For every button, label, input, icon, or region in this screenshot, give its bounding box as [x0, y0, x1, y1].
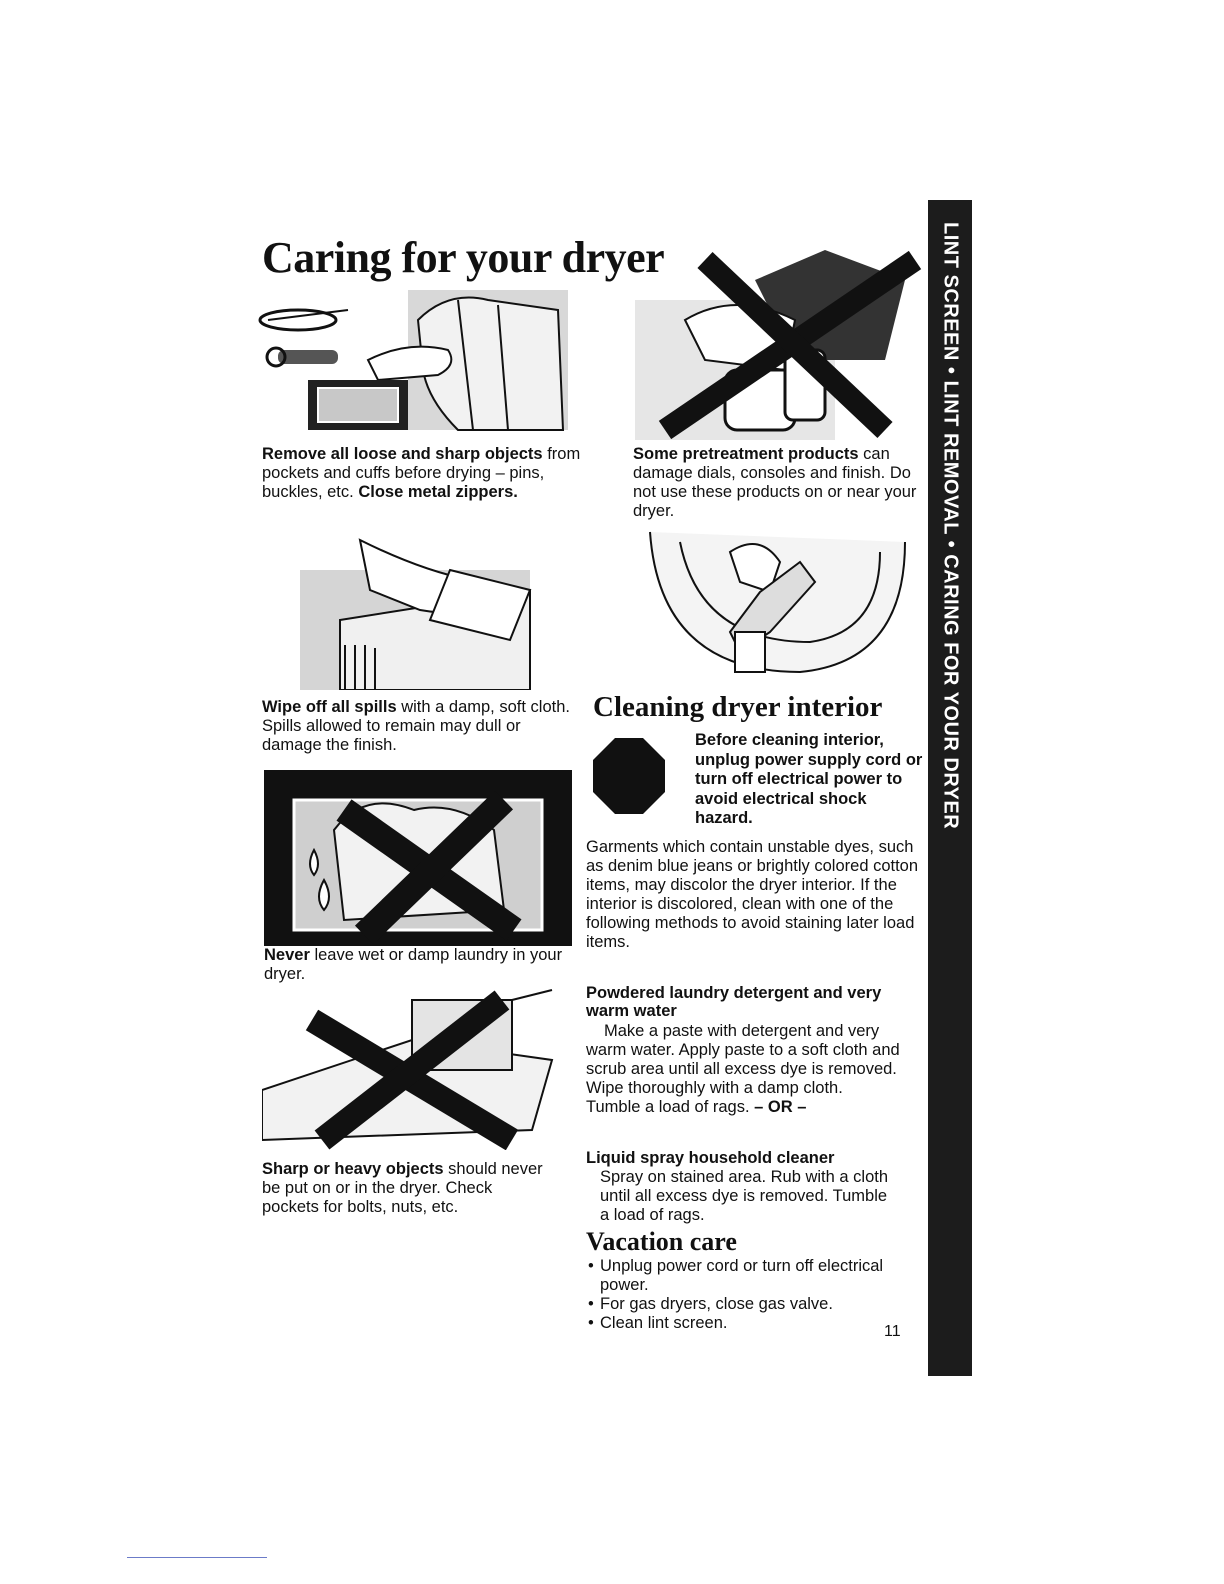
vacation-care-heading: Vacation care	[586, 1227, 737, 1256]
vacation-care-list	[588, 1257, 908, 1333]
loose-objects-body: from pockets and cuffs before drying – pins, buckles, etc.	[262, 445, 581, 501]
heavy-objects-text	[262, 1160, 552, 1217]
dryer-interior-illustration	[640, 522, 910, 692]
loose-objects-illustration	[258, 280, 588, 440]
vacation-item: • Unplug power cord or turn off electrical power.	[588, 1257, 908, 1295]
electrical-warning-text: Before cleaning interior, unplug power supply cord or turn off electrical power to avoid electrical shock hazard.	[695, 731, 923, 827]
section-sidebar-tab	[928, 200, 972, 1376]
wipe-spills-illustration	[300, 530, 550, 690]
loose-objects-text	[262, 445, 592, 502]
garments-text: Garments which contain unstable dyes, such as denim blue jeans or brightly colored cotton items, may discolor the dryer interior. If the interior is discolored, clean with one of the following methods to avoid staining later load items.	[586, 838, 919, 951]
wet-laundry-illustration	[264, 770, 572, 946]
wipe-spills-text	[262, 698, 572, 755]
wipe-spills-body: with a damp, soft cloth. Spills allowed to remain may dull or damage the finish.	[262, 698, 570, 754]
heavy-objects-bold: Sharp or heavy objects	[262, 1160, 444, 1178]
vacation-item: • Clean lint screen.	[588, 1314, 908, 1333]
wipe-spills-bold: Wipe off all spills	[262, 698, 397, 716]
method1-body: Make a paste with detergent and very warm water. Apply paste to a soft cloth and scrub area until all excess dye is removed. Wipe thoroughly with a damp cloth. Tumble a load of rags.	[586, 1022, 900, 1116]
never-bold: Never	[264, 946, 310, 964]
vacation-item: • For gas dryers, close gas valve.	[588, 1295, 908, 1314]
page-title: Caring for your dryer	[262, 233, 665, 282]
footer-divider	[127, 1557, 267, 1558]
loose-objects-bold: Remove all loose and sharp objects	[262, 445, 543, 463]
heavy-objects-illustration	[262, 980, 557, 1150]
stop-sign-icon	[593, 738, 665, 814]
method1-heading: Powdered laundry detergent and very warm water	[586, 984, 882, 1020]
pretreatment-bold: Some pretreatment products	[633, 445, 859, 463]
method1-text	[586, 1022, 901, 1117]
pretreatment-products-illustration	[625, 240, 925, 440]
sidebar-label: LINT SCREEN • LINT REMOVAL • CARING FOR YOUR DRYER	[939, 222, 962, 830]
method2-text: Spray on stained area. Rub with a cloth until all excess dye is removed. Tumble a load of rags.	[600, 1168, 889, 1224]
wet-laundry-body: leave wet or damp laundry in your dryer.	[264, 946, 563, 983]
cleaning-interior-heading: Cleaning dryer interior	[593, 691, 883, 723]
pretreatment-text	[633, 445, 928, 521]
wet-laundry-text	[264, 946, 564, 984]
page-number: 11	[884, 1323, 901, 1340]
or-separator: – OR –	[754, 1098, 807, 1116]
heavy-objects-body: should never be put on or in the dryer. Check pockets for bolts, nuts, etc.	[262, 1160, 543, 1216]
method2-heading: Liquid spray household cleaner	[586, 1149, 835, 1167]
pretreatment-body: can damage dials, consoles and finish. Do not use these products on or near your dryer.	[633, 445, 917, 520]
close-zippers-bold: Close metal zippers.	[358, 483, 518, 501]
